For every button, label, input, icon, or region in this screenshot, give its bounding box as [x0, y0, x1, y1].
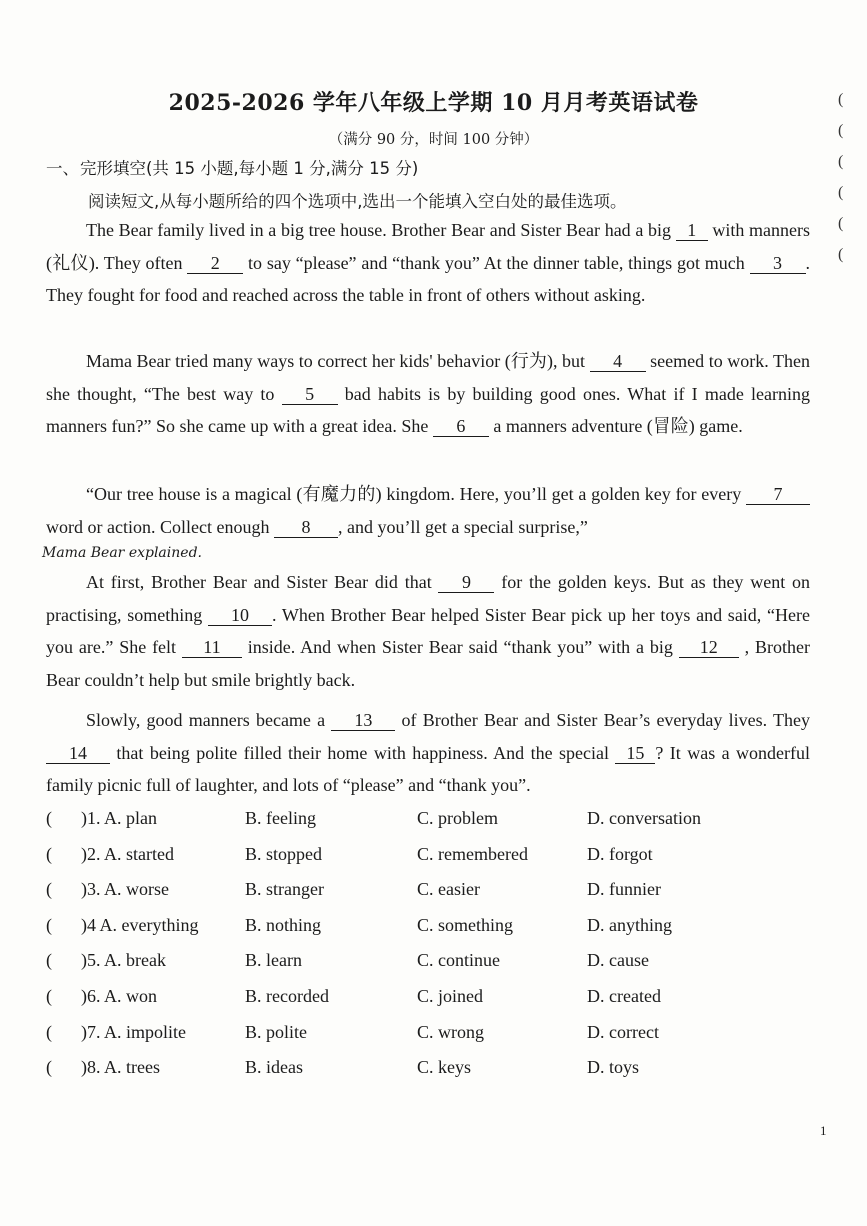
edge-mark: (: [838, 215, 844, 232]
option-d: D. toys: [587, 1057, 640, 1078]
passage-attribution: Mama Bear explained.: [42, 545, 202, 561]
answer-bracket[interactable]: (: [46, 914, 52, 935]
blank-3: 3: [750, 253, 806, 274]
question-row: [46, 986, 826, 1022]
option-c: C. continue: [417, 950, 500, 971]
section-number: 一、: [46, 159, 79, 178]
passage-text: inside. And when Sister Bear said “thank you” with a big: [241, 637, 679, 658]
edge-mark: (: [838, 122, 844, 139]
blank-14: 14: [46, 743, 110, 764]
edge-mark: (: [838, 153, 844, 170]
answer-bracket[interactable]: (: [46, 1057, 52, 1078]
passage-text: , Brother Bear couldn’t help but smile brightly back.: [46, 637, 810, 690]
passage-text: with manners (礼仪). They often: [46, 220, 811, 273]
section-instruction: 阅读短文,从每小题所给的四个选项中,选出一个能填入空白处的最佳选项。: [88, 192, 627, 211]
passage-text: Slowly, good manners became a: [86, 710, 332, 730]
passage-text: to say “please” and “thank you” At the dinner table, things got much: [243, 252, 750, 273]
blank-2: 2: [187, 253, 243, 274]
passage-text: , and you’ll get a special surprise,”: [337, 516, 588, 537]
passage-text: The Bear family lived in a big tree house. Brother Bear and Sister Bear had a big: [86, 220, 676, 240]
edge-mark: (: [838, 184, 844, 201]
passage-paragraph-5: [46, 704, 810, 802]
option-d: D. anything: [587, 914, 672, 935]
passage-text: that being polite filled their home with happiness. And the special: [110, 742, 616, 763]
question-row: [46, 950, 826, 986]
answer-bracket[interactable]: (: [46, 985, 52, 1006]
blank-9: 9: [438, 572, 494, 593]
option-a: )5. A. break: [81, 950, 166, 971]
option-b: B. stranger: [245, 879, 324, 900]
answer-bracket[interactable]: (: [46, 843, 52, 864]
section-heading: [46, 155, 418, 179]
passage-paragraph-1: [46, 214, 810, 312]
blank-10: 10: [208, 605, 272, 626]
edge-marks: [838, 84, 843, 270]
option-b: B. polite: [245, 1021, 307, 1042]
answer-bracket[interactable]: (: [46, 1021, 52, 1042]
blank-6: 6: [433, 416, 489, 437]
exam-subtitle: （满分 90 分，时间 100 分钟）: [328, 132, 539, 148]
question-row: [46, 808, 826, 844]
option-c: C. joined: [417, 985, 483, 1006]
option-a: )2. A. started: [81, 843, 174, 864]
passage-text: bad habits is by building good ones. What if I made learning manners fun?” So she came up with a great idea. She: [46, 383, 810, 437]
option-c: C. remembered: [417, 843, 528, 864]
question-row: [46, 1057, 826, 1093]
option-a: )7. A. impolite: [81, 1021, 186, 1042]
passage-text: ? It was a wonderful family picnic full of laughter, and lots of “please” and “thank you”.: [46, 742, 810, 796]
option-c: C. problem: [417, 808, 498, 828]
answer-bracket[interactable]: (: [46, 879, 52, 900]
blank-7: 7: [746, 484, 810, 505]
answer-bracket[interactable]: (: [46, 808, 52, 828]
passage-text: At first, Brother Bear and Sister Bear did that: [86, 572, 439, 592]
passage-text: “Our tree house is a magical (有魔力的) kingdom. Here, you’ll get a golden key for every: [86, 484, 746, 504]
option-d: D. funnier: [587, 879, 661, 900]
blank-15: 15: [615, 743, 655, 764]
option-c: C. wrong: [417, 1021, 484, 1042]
option-a: )4 A. everything: [81, 914, 199, 935]
option-c: C. easier: [417, 879, 480, 900]
passage-paragraph-4: [46, 566, 810, 696]
blank-8: 8: [274, 517, 338, 538]
blank-13: 13: [331, 710, 395, 731]
option-a: )3. A. worse: [81, 879, 169, 900]
option-b: B. feeling: [245, 808, 316, 828]
blank-1: 1: [676, 220, 708, 241]
blank-5: 5: [282, 384, 338, 405]
blank-4: 4: [590, 351, 646, 372]
passage-text: . When Brother Bear helped Sister Bear pick up her toys and said, “Here you are.” She felt: [46, 604, 810, 658]
passage-text: for the golden keys. But as they went on practising, something: [46, 572, 810, 625]
passage-text: word or action. Collect enough: [46, 516, 274, 537]
answer-bracket[interactable]: (: [46, 950, 52, 971]
passage-text: of Brother Bear and Sister Bear’s everyday lives. They: [395, 710, 810, 730]
option-a: )8. A. trees: [81, 1057, 160, 1078]
option-d: D. cause: [587, 950, 649, 971]
option-b: B. stopped: [245, 843, 323, 864]
option-b: B. nothing: [245, 914, 322, 935]
question-row: [46, 915, 826, 951]
passage-text: seemed to work. Then she thought, “The best way to: [46, 351, 810, 404]
passage-text: Mama Bear tried many ways to correct her kids' behavior (行为), but: [86, 351, 590, 371]
option-d: D. correct: [587, 1021, 659, 1042]
passage-text: a manners adventure (冒险) game.: [488, 416, 743, 437]
question-row: [46, 879, 826, 915]
option-b: B. ideas: [245, 1057, 303, 1078]
option-a: )6. A. won: [81, 985, 157, 1006]
option-a: )1. A. plan: [81, 808, 157, 828]
blank-11: 11: [182, 637, 242, 658]
blank-12: 12: [679, 637, 739, 658]
option-d: D. conversation: [587, 808, 701, 828]
option-d: D. forgot: [587, 843, 653, 864]
edge-mark: (: [838, 246, 844, 263]
section-title: 完形填空(共 15 小题,每小题 1 分,满分 15 分): [80, 159, 419, 178]
option-c: C. keys: [417, 1057, 471, 1078]
option-c: C. something: [417, 914, 514, 935]
passage-paragraph-2: [46, 345, 810, 443]
page-title: 2025-2026 学年八年级上学期 10 月月考英语试卷: [168, 90, 699, 116]
question-row: [46, 844, 826, 880]
option-d: D. created: [587, 985, 661, 1006]
passage-text: . They fought for food and reached across the table in front of others without asking.: [46, 252, 810, 306]
option-b: B. learn: [245, 950, 302, 971]
page-number: 1: [820, 1123, 827, 1138]
passage-paragraph-3: [46, 478, 810, 543]
answer-options-list: [46, 808, 826, 1093]
edge-mark: (: [838, 91, 844, 108]
question-row: [46, 1022, 826, 1058]
option-b: B. recorded: [245, 985, 329, 1006]
